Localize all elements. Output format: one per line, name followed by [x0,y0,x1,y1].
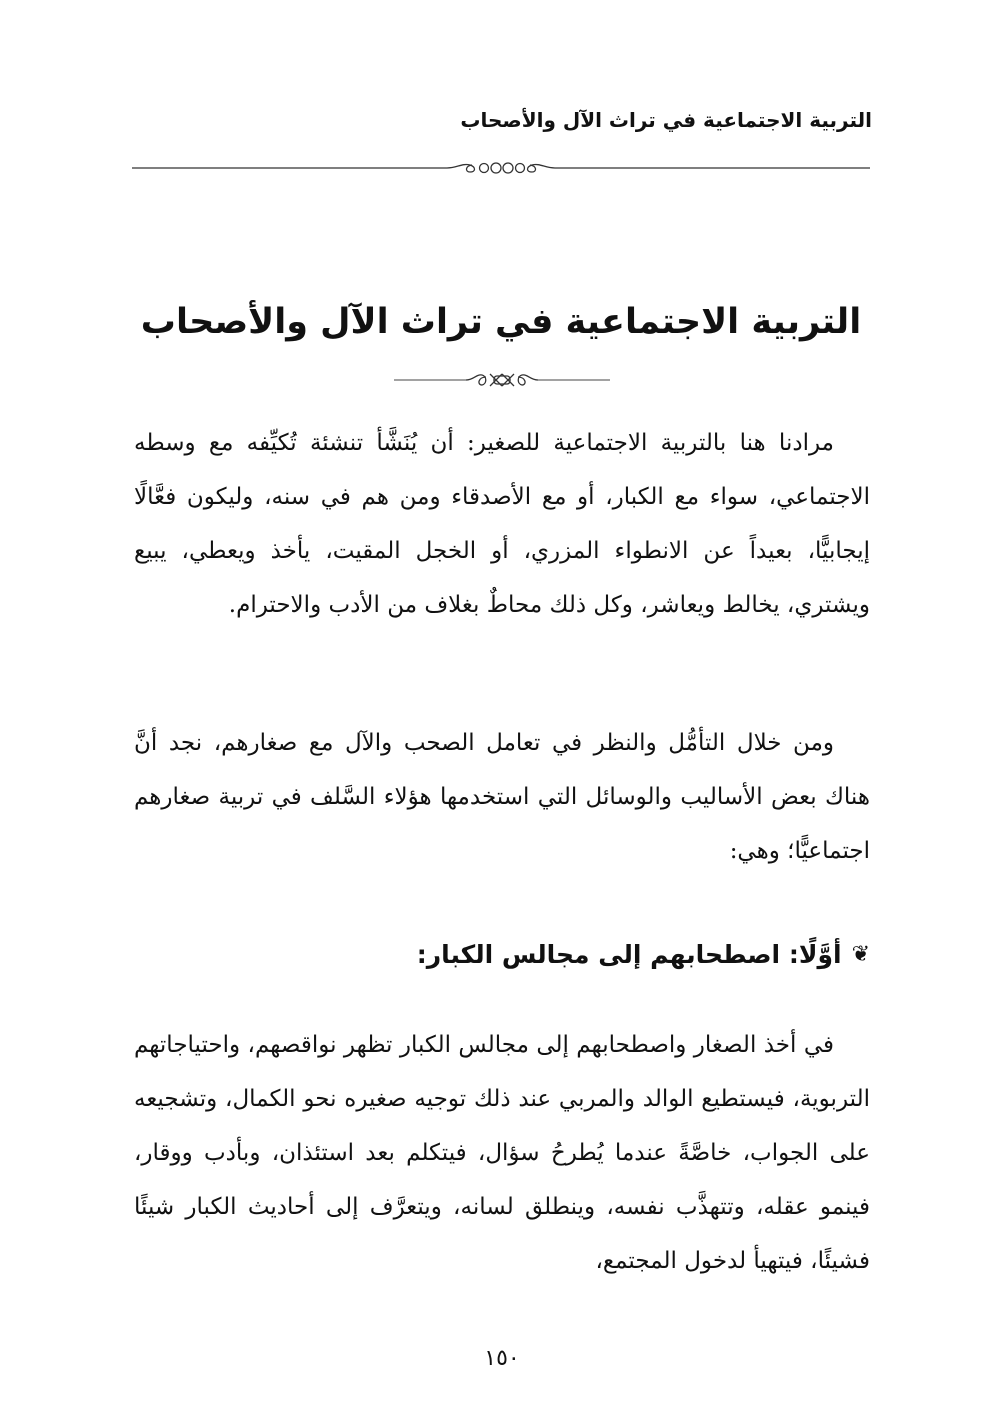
paragraph-methods-intro: ومن خلال التأمُّل والنظر في تعامل الصحب والآل مع صغارهم، نجد أنَّ هناك بعض الأساليب والوسائل التي استخدمها هؤلاء السَّلف في تربية صغارهم اجتماعيًّا؛ وهي: [134,730,870,864]
page-number: ١٥٠ [484,1346,520,1371]
section-heading-text: أوَّلًا: اصطحابهم إلى مجالس الكبار: [416,940,842,969]
running-header: التربية الاجتماعية في تراث الآل والأصحاب [460,108,872,132]
section-heading [417,940,870,969]
chapter-title: التربية الاجتماعية في تراث الآل والأصحاب [140,302,862,342]
fleuron-icon: ❦ [851,942,870,967]
scroll-ornament-divider-icon [132,162,870,174]
paragraph-gatherings: في أخذ الصغار واصطحابهم إلى مجالس الكبار تظهر نواقصهم، واحتياجاتهم التربوية، فيستطيع الوالد والمربي عند ذلك توجيه صغيره نحو الكمال، وتشجيعه على الجواب، خاصَّةً عندما يُطرحُ سؤال، فيتكلم بعد استئذان، وبأدب ووقار، فينمو عقله، وتتهذَّب نفسه، وينطلق لسانه، ويتعرَّف إلى أحاديث الكبار شيئًا فشيئًا، فيتهيأ لدخول المجتمع، [134,1032,870,1274]
paragraph-definition: مرادنا هنا بالتربية الاجتماعية للصغير: أن يُنَشَّأ تنشئة تُكيِّفه مع وسطه الاجتماعي، سواء مع الكبار، أو مع الأصدقاء ومن هم في سنه، وليكون فعَّالًا إيجابيًّا، بعيداً عن الانطواء المزري، أو الخجل المقيت، يأخذ ويعطي، يبيع ويشتري، يخالط ويعاشر، وكل ذلك محاطٌ بغلاف من الأدب والاحترام. [134,430,870,618]
knot-ornament-divider-icon [394,370,610,390]
